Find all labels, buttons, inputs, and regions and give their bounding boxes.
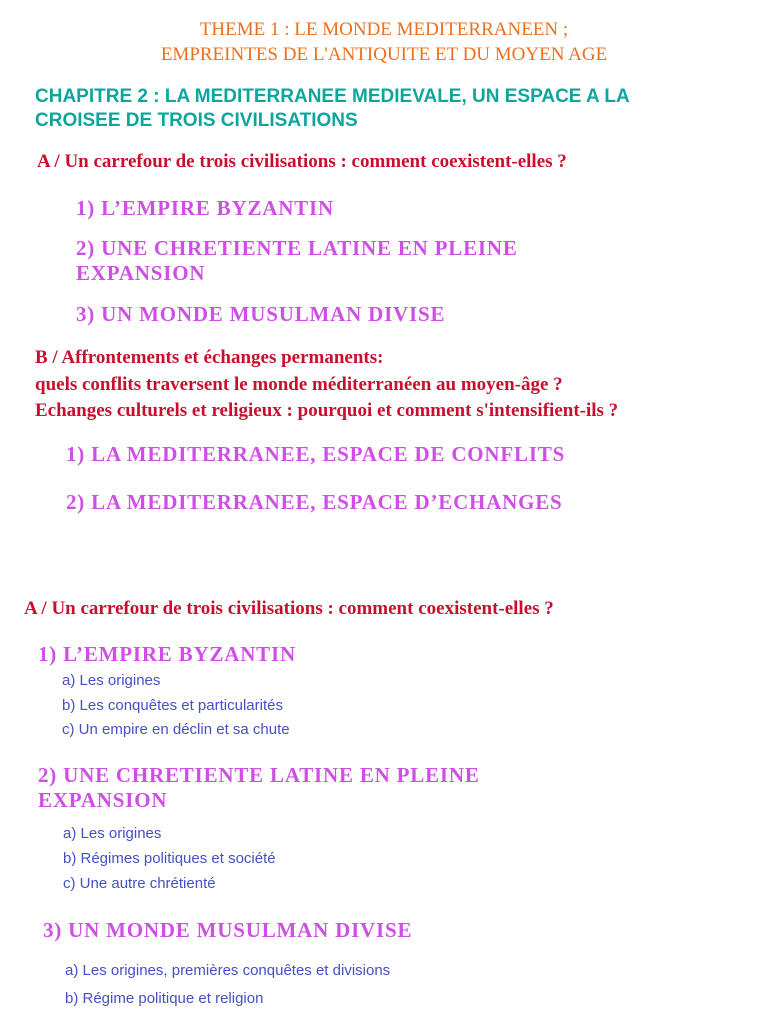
outline-a-item-chretiente-line-1: 2) UNE CHRETIENTE LATINE EN PLEINE (76, 236, 518, 260)
detail-byzantin-sub-b: b) Les conquêtes et particularités (62, 697, 283, 714)
outline-b-item-echanges: 2) LA MEDITERRANEE, ESPACE D’ECHANGES (66, 490, 563, 514)
detail-section-chretiente-title-line-2: EXPANSION (38, 788, 168, 812)
detail-chretiente-sub-a: a) Les origines (63, 825, 162, 842)
chapter-title-line-1: CHAPITRE 2 : LA MEDITERRANEE MEDIEVALE, UN ESPACE A LA (35, 86, 630, 107)
detail-musulman-sub-a: a) Les origines, premières conquêtes et divisions (65, 962, 391, 979)
detail-section-byzantin-title: 1) L’EMPIRE BYZANTIN (38, 642, 296, 666)
theme-title-line-2: EMPREINTES DE L'ANTIQUITE ET DU MOYEN AGE (160, 44, 608, 65)
detail-byzantin-sub-c: c) Un empire en déclin et sa chute (62, 721, 290, 738)
outline-b-item-conflits: 1) LA MEDITERRANEE, ESPACE DE CONFLITS (66, 442, 566, 466)
detail-musulman-sub-b: b) Régime politique et religion (65, 990, 264, 1007)
detail-chretiente-sub-b: b) Régimes politiques et société (63, 850, 276, 867)
outline-a-item-byzantin: 1) L’EMPIRE BYZANTIN (76, 196, 334, 220)
detail-chretiente-sub-c: c) Une autre chrétienté (63, 875, 216, 892)
chapter-title-line-2: CROISEE DE TROIS CIVILISATIONS (35, 110, 358, 131)
detail-part-a-question: A / Un carrefour de trois civilisations : comment coexistent-elles ? (24, 598, 554, 619)
detail-byzantin-sub-a: a) Les origines (62, 672, 161, 689)
part-b-heading-line-1: B / Affrontements et échanges permanents: (35, 347, 384, 368)
part-b-heading-line-2: quels conflits traversent le monde méditerranéen au moyen-âge ? (35, 374, 563, 395)
outline-a-item-musulman: 3) UN MONDE MUSULMAN DIVISE (76, 302, 446, 326)
detail-section-musulman-title: 3) UN MONDE MUSULMAN DIVISE (43, 918, 413, 942)
part-a-question: A / Un carrefour de trois civilisations : comment coexistent-elles ? (37, 151, 567, 172)
outline-a-item-chretiente-line-2: EXPANSION (76, 261, 206, 285)
theme-title-line-1: THEME 1 : LE MONDE MEDITERRANEEN ; (199, 19, 569, 40)
part-b-heading-line-3: Echanges culturels et religieux : pourquoi et comment s'intensifient-ils ? (35, 400, 619, 421)
detail-section-chretiente-title-line-1: 2) UNE CHRETIENTE LATINE EN PLEINE (38, 763, 480, 787)
